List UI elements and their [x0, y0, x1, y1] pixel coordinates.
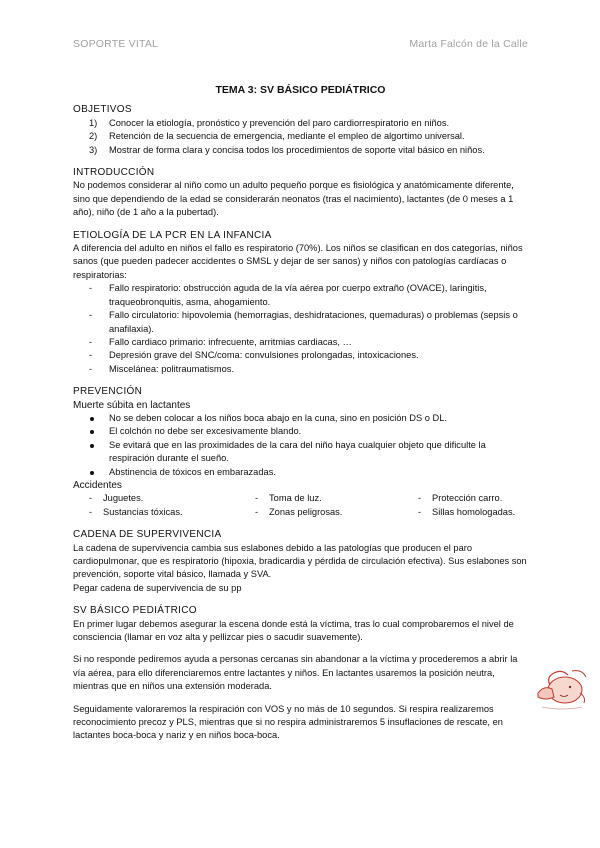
- list-item: Se evitará que en las proximidades de la cara del niño haya cualquier objeto que dificulte la respiración durante el sueño.: [73, 439, 528, 466]
- etiologia-text: A diferencia del adulto en niños el fallo es respiratorio (70%). Los niños se clasifican en dos categorías, niños sanos (que pueden padecer accidentes o SMSL y dejar de ser sanos) y niños con patologías cardíacas o respiratorias:: [73, 243, 523, 280]
- introduccion-text: No podemos considerar al niño como un adulto pequeño porque es fisiológica y anatómicamente diferente, sino que dependiendo de la edad se considerarán neonatos (tras el nacimiento), lactantes (de 0 meses a 1 año), niño (de 1 año a la pubertad).: [73, 180, 514, 218]
- list-item: - Protección carro.: [402, 492, 528, 505]
- item-text: Retención de la secuencia de emergencia, mediante el empleo de algortimo universal.: [109, 131, 465, 142]
- list-item: Abstinencia de tóxicos en embarazadas.: [73, 466, 528, 479]
- list-item: - Miscelánea: politraumatismos.: [73, 363, 528, 376]
- cadena-text: La cadena de supervivencia cambia sus eslabones debido a las patologías que producen el paro cardiopulmonar, que es respiratorio (hipoxia, bradicardia y pérdida de circulación efectiva). Sus eslabones son prevención, soporte vital básico, llamada y SVA.: [73, 542, 527, 580]
- header-left: SOPORTE VITAL: [73, 38, 159, 50]
- list-item: - Toma de luz.: [239, 492, 402, 505]
- list-item: [73, 144, 528, 157]
- accidentes-list: [73, 492, 528, 519]
- list-item: - Sillas homologadas.: [402, 506, 528, 519]
- list-item: - Zonas peligrosas.: [239, 506, 402, 519]
- sv-basico-paragraph: En primer lugar debemos asegurar la escena donde está la víctima, tras lo cual comprobaremos el nivel de consciencia (llamar en voz alta y pellizcar pies o sacudir suavemente).: [73, 618, 514, 643]
- etiologia-list: [73, 282, 528, 376]
- etiologia-heading: ETIOLOGÍA DE LA PCR EN LA INFANCIA: [73, 229, 272, 241]
- item-number: 2): [89, 131, 98, 142]
- item-text: Mostrar de forma clara y concisa todos los procedimientos de soporte vital básico en niños.: [109, 144, 485, 155]
- objetivos-heading: OBJETIVOS: [73, 104, 132, 116]
- objetivos-list: [73, 117, 528, 157]
- accidentes-heading: Accidentes: [73, 479, 122, 491]
- item-number: 3): [89, 144, 98, 155]
- list-item: No se deben colocar a los niños boca abajo en la cuna, sino en posición DS o DL.: [73, 412, 528, 425]
- list-item: - Fallo circulatorio: hipovolemia (hemorragias, deshidrataciones, quemaduras) o problemas (sepsis o anafilaxia).: [73, 309, 528, 336]
- cadena-note: Pegar cadena de supervivencia de su pp: [73, 582, 242, 593]
- prevencion-subheading: Muerte súbita en lactantes: [73, 399, 191, 411]
- sv-basico-paragraph: Si no responde pediremos ayuda a personas cercanas sin abandonar a la víctima y procederemos a abrir la vía aérea, para ello diferenciaremos entre lactantes y niños. En lactantes usaremos la posición neutra, mientras que en niños una extensión moderada.: [73, 654, 518, 692]
- list-item: - Fallo respiratorio: obstrucción aguda de la vía aérea por cuerpo extraño (OVACE), laringitis, traqueobronquitis, asma, ahogamiento.: [73, 282, 528, 309]
- prevencion-list: [73, 412, 528, 479]
- sv-basico-heading: SV BÁSICO PEDIÁTRICO: [73, 605, 197, 617]
- cadena-heading: CADENA DE SUPERVIVENCIA: [73, 529, 222, 541]
- list-item: [73, 130, 528, 143]
- item-text: Conocer la etiología, pronóstico y prevención del paro cardiorrespiratorio en niños.: [109, 117, 450, 128]
- list-item: - Depresión grave del SNC/coma: convulsiones prolongadas, intoxicaciones.: [73, 349, 528, 362]
- header-right: Marta Falcón de la Calle: [409, 38, 528, 50]
- introduccion-heading: INTRODUCCIÓN: [73, 167, 155, 179]
- list-item: - Fallo cardiaco primario: infrecuente, arritmias cardiacas, …: [73, 336, 528, 349]
- list-item: - Sustancias tóxicas.: [73, 506, 239, 519]
- page-title: TEMA 3: SV BÁSICO PEDIÁTRICO: [215, 84, 386, 96]
- list-item: El colchón no debe ser excesivamente blando.: [73, 425, 528, 438]
- document-body: [73, 84, 528, 743]
- list-item: [73, 117, 528, 130]
- prevencion-heading: PREVENCIÓN: [73, 386, 143, 398]
- infant-head-tilt-illustration: [532, 663, 590, 713]
- item-number: 1): [89, 117, 98, 128]
- sv-basico-paragraph: Seguidamente valoraremos la respiración con VOS y no más de 10 segundos. Si respira realizaremos reconocimiento precoz y PLS, mientras que si no respira administraremos 5 insuflaciones de rescate, en lactantes boca-boca y nariz y en niños boca-boca.: [73, 703, 503, 741]
- list-item: - Juguetes.: [73, 492, 239, 505]
